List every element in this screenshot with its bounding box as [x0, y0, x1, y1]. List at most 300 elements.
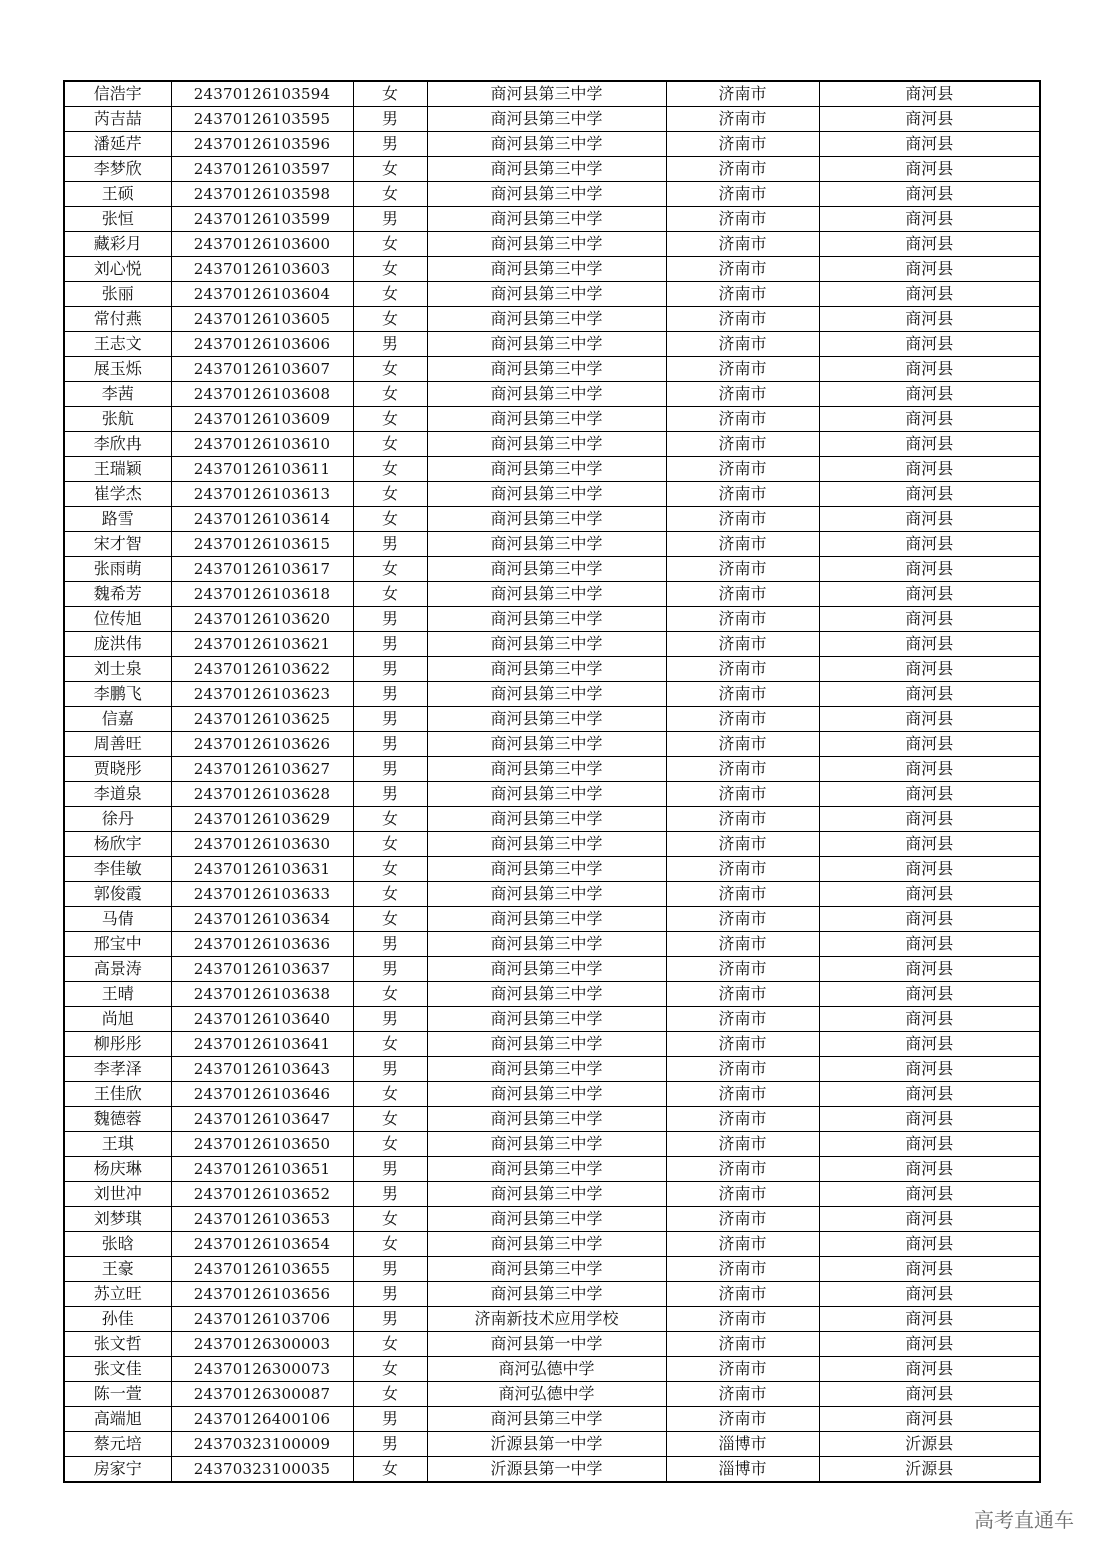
city-cell: 济南市 [666, 1057, 819, 1082]
table-row [64, 832, 1040, 857]
gender-cell: 女 [353, 1232, 427, 1257]
name-cell: 陈一萱 [64, 1382, 171, 1407]
exam-id-cell: 24370126103595 [171, 107, 353, 132]
gender-cell: 女 [353, 507, 427, 532]
name-cell: 王豪 [64, 1257, 171, 1282]
county-cell: 商河县 [819, 407, 1040, 432]
exam-id-cell: 24370126300073 [171, 1357, 353, 1382]
city-cell: 济南市 [666, 207, 819, 232]
name-cell: 杨欣宇 [64, 832, 171, 857]
gender-cell: 女 [353, 1332, 427, 1357]
table-row [64, 1282, 1040, 1307]
city-cell: 济南市 [666, 1382, 819, 1407]
name-cell: 魏德蓉 [64, 1107, 171, 1132]
name-cell: 苏立旺 [64, 1282, 171, 1307]
name-cell: 周善旺 [64, 732, 171, 757]
school-cell: 商河县第三中学 [427, 1082, 666, 1107]
table-row [64, 1432, 1040, 1457]
gender-cell: 男 [353, 757, 427, 782]
exam-id-cell: 24370126103617 [171, 557, 353, 582]
name-cell: 高景涛 [64, 957, 171, 982]
exam-id-cell: 24370126103656 [171, 1282, 353, 1307]
county-cell: 商河县 [819, 1257, 1040, 1282]
name-cell: 李欣冉 [64, 432, 171, 457]
city-cell: 济南市 [666, 807, 819, 832]
gender-cell: 女 [353, 482, 427, 507]
name-cell: 王晴 [64, 982, 171, 1007]
watermark-text: 高考直通车 [974, 1508, 1074, 1532]
school-cell: 商河县第三中学 [427, 1107, 666, 1132]
table-row [64, 807, 1040, 832]
gender-cell: 女 [353, 982, 427, 1007]
exam-id-cell: 24370126103611 [171, 457, 353, 482]
gender-cell: 女 [353, 157, 427, 182]
county-cell: 商河县 [819, 832, 1040, 857]
gender-cell: 男 [353, 532, 427, 557]
gender-cell: 女 [353, 182, 427, 207]
school-cell: 商河县第三中学 [427, 1407, 666, 1432]
city-cell: 济南市 [666, 1132, 819, 1157]
table-row [64, 1332, 1040, 1357]
county-cell: 沂源县 [819, 1432, 1040, 1457]
county-cell: 商河县 [819, 1407, 1040, 1432]
county-cell: 商河县 [819, 1207, 1040, 1232]
city-cell: 济南市 [666, 257, 819, 282]
school-cell: 沂源县第一中学 [427, 1457, 666, 1483]
exam-id-cell: 24370126103643 [171, 1057, 353, 1082]
exam-id-cell: 24370126103614 [171, 507, 353, 532]
gender-cell: 女 [353, 907, 427, 932]
gender-cell: 女 [353, 407, 427, 432]
school-cell: 商河县第三中学 [427, 932, 666, 957]
name-cell: 王志文 [64, 332, 171, 357]
table-row [64, 457, 1040, 482]
exam-id-cell: 24370126103597 [171, 157, 353, 182]
table-row [64, 132, 1040, 157]
county-cell: 商河县 [819, 81, 1040, 107]
table-row [64, 157, 1040, 182]
gender-cell: 女 [353, 257, 427, 282]
county-cell: 商河县 [819, 882, 1040, 907]
exam-id-cell: 24370126103608 [171, 382, 353, 407]
school-cell: 商河县第三中学 [427, 957, 666, 982]
name-cell: 藏彩月 [64, 232, 171, 257]
gender-cell: 男 [353, 1307, 427, 1332]
exam-id-cell: 24370126103647 [171, 1107, 353, 1132]
city-cell: 济南市 [666, 482, 819, 507]
county-cell: 商河县 [819, 382, 1040, 407]
name-cell: 芮吉喆 [64, 107, 171, 132]
city-cell: 济南市 [666, 907, 819, 932]
gender-cell: 男 [353, 1407, 427, 1432]
county-cell: 商河县 [819, 1332, 1040, 1357]
county-cell: 商河县 [819, 707, 1040, 732]
name-cell: 马倩 [64, 907, 171, 932]
gender-cell: 女 [353, 1107, 427, 1132]
gender-cell: 女 [353, 582, 427, 607]
gender-cell: 女 [353, 882, 427, 907]
county-cell: 商河县 [819, 282, 1040, 307]
exam-id-cell: 24370126103613 [171, 482, 353, 507]
gender-cell: 男 [353, 707, 427, 732]
gender-cell: 女 [353, 832, 427, 857]
county-cell: 商河县 [819, 557, 1040, 582]
table-row [64, 1457, 1040, 1483]
table-row [64, 607, 1040, 632]
name-cell: 王瑞颖 [64, 457, 171, 482]
city-cell: 济南市 [666, 557, 819, 582]
gender-cell: 女 [353, 357, 427, 382]
school-cell: 商河县第三中学 [427, 832, 666, 857]
gender-cell: 男 [353, 1157, 427, 1182]
gender-cell: 男 [353, 1282, 427, 1307]
city-cell: 济南市 [666, 1257, 819, 1282]
county-cell: 商河县 [819, 532, 1040, 557]
name-cell: 常付燕 [64, 307, 171, 332]
exam-id-cell: 24370126103623 [171, 682, 353, 707]
exam-id-cell: 24370126300003 [171, 1332, 353, 1357]
school-cell: 商河县第三中学 [427, 207, 666, 232]
name-cell: 尚旭 [64, 1007, 171, 1032]
gender-cell: 女 [353, 1132, 427, 1157]
city-cell: 济南市 [666, 1107, 819, 1132]
gender-cell: 男 [353, 632, 427, 657]
exam-id-cell: 24370126103637 [171, 957, 353, 982]
school-cell: 商河县第三中学 [427, 1282, 666, 1307]
school-cell: 商河县第三中学 [427, 407, 666, 432]
name-cell: 高端旭 [64, 1407, 171, 1432]
name-cell: 信浩宇 [64, 81, 171, 107]
school-cell: 商河县第三中学 [427, 257, 666, 282]
school-cell: 商河县第一中学 [427, 1332, 666, 1357]
name-cell: 崔学杰 [64, 482, 171, 507]
school-cell: 商河县第三中学 [427, 882, 666, 907]
school-cell: 商河县第三中学 [427, 982, 666, 1007]
name-cell: 徐丹 [64, 807, 171, 832]
table-row [64, 982, 1040, 1007]
name-cell: 刘世冲 [64, 1182, 171, 1207]
exam-id-cell: 24370126103638 [171, 982, 353, 1007]
county-cell: 商河县 [819, 682, 1040, 707]
county-cell: 商河县 [819, 607, 1040, 632]
county-cell: 商河县 [819, 507, 1040, 532]
school-cell: 商河县第三中学 [427, 507, 666, 532]
table-row [64, 257, 1040, 282]
gender-cell: 男 [353, 607, 427, 632]
table-row [64, 707, 1040, 732]
table-row [64, 932, 1040, 957]
exam-id-cell: 24370126400106 [171, 1407, 353, 1432]
exam-id-cell: 24370126103622 [171, 657, 353, 682]
table-row [64, 857, 1040, 882]
school-cell: 沂源县第一中学 [427, 1432, 666, 1457]
gender-cell: 女 [353, 232, 427, 257]
table-row [64, 332, 1040, 357]
table-row [64, 407, 1040, 432]
table-row [64, 1232, 1040, 1257]
exam-id-cell: 24370126103604 [171, 282, 353, 307]
city-cell: 济南市 [666, 457, 819, 482]
name-cell: 李茜 [64, 382, 171, 407]
gender-cell: 男 [353, 1257, 427, 1282]
name-cell: 郭俊霞 [64, 882, 171, 907]
name-cell: 庞洪伟 [64, 632, 171, 657]
school-cell: 商河县第三中学 [427, 1057, 666, 1082]
school-cell: 商河县第三中学 [427, 1132, 666, 1157]
name-cell: 柳彤彤 [64, 1032, 171, 1057]
table-row [64, 1407, 1040, 1432]
city-cell: 济南市 [666, 707, 819, 732]
city-cell: 济南市 [666, 182, 819, 207]
name-cell: 张恒 [64, 207, 171, 232]
gender-cell: 男 [353, 1007, 427, 1032]
table-row [64, 957, 1040, 982]
school-cell: 商河县第三中学 [427, 532, 666, 557]
county-cell: 商河县 [819, 982, 1040, 1007]
gender-cell: 女 [353, 382, 427, 407]
exam-id-cell: 24370126103621 [171, 632, 353, 657]
city-cell: 济南市 [666, 507, 819, 532]
name-cell: 王琪 [64, 1132, 171, 1157]
county-cell: 商河县 [819, 432, 1040, 457]
city-cell: 济南市 [666, 157, 819, 182]
gender-cell: 男 [353, 682, 427, 707]
name-cell: 魏希芳 [64, 582, 171, 607]
county-cell: 商河县 [819, 1132, 1040, 1157]
county-cell: 商河县 [819, 1157, 1040, 1182]
county-cell: 商河县 [819, 1282, 1040, 1307]
county-cell: 商河县 [819, 257, 1040, 282]
city-cell: 济南市 [666, 81, 819, 107]
exam-id-cell: 24370126103654 [171, 1232, 353, 1257]
gender-cell: 男 [353, 732, 427, 757]
gender-cell: 男 [353, 332, 427, 357]
name-cell: 贾晓彤 [64, 757, 171, 782]
city-cell: 济南市 [666, 857, 819, 882]
city-cell: 济南市 [666, 307, 819, 332]
exam-id-cell: 24370126103607 [171, 357, 353, 382]
name-cell: 张雨萌 [64, 557, 171, 582]
name-cell: 蔡元培 [64, 1432, 171, 1457]
gender-cell: 男 [353, 657, 427, 682]
gender-cell: 男 [353, 1057, 427, 1082]
county-cell: 商河县 [819, 1232, 1040, 1257]
exam-id-cell: 24370126103606 [171, 332, 353, 357]
name-cell: 张文哲 [64, 1332, 171, 1357]
name-cell: 潘延芹 [64, 132, 171, 157]
table-row [64, 182, 1040, 207]
county-cell: 商河县 [819, 1007, 1040, 1032]
school-cell: 商河弘德中学 [427, 1357, 666, 1382]
exam-id-cell: 24370126103653 [171, 1207, 353, 1232]
city-cell: 济南市 [666, 407, 819, 432]
city-cell: 济南市 [666, 107, 819, 132]
school-cell: 商河县第三中学 [427, 382, 666, 407]
school-cell: 商河县第三中学 [427, 857, 666, 882]
table-row [64, 582, 1040, 607]
city-cell: 济南市 [666, 882, 819, 907]
county-cell: 商河县 [819, 857, 1040, 882]
city-cell: 济南市 [666, 382, 819, 407]
gender-cell: 女 [353, 1207, 427, 1232]
name-cell: 信嘉 [64, 707, 171, 732]
table-row [64, 1207, 1040, 1232]
exam-id-cell: 24370126103636 [171, 932, 353, 957]
school-cell: 商河县第三中学 [427, 81, 666, 107]
city-cell: 济南市 [666, 1207, 819, 1232]
table-row [64, 1057, 1040, 1082]
county-cell: 商河县 [819, 1357, 1040, 1382]
table-row [64, 782, 1040, 807]
exam-id-cell: 24370126103634 [171, 907, 353, 932]
table-row [64, 432, 1040, 457]
city-cell: 济南市 [666, 732, 819, 757]
city-cell: 济南市 [666, 532, 819, 557]
city-cell: 济南市 [666, 632, 819, 657]
county-cell: 沂源县 [819, 1457, 1040, 1483]
exam-id-cell: 24370126103633 [171, 882, 353, 907]
gender-cell: 女 [353, 857, 427, 882]
table-row [64, 507, 1040, 532]
name-cell: 宋才智 [64, 532, 171, 557]
exam-id-cell: 24370126103652 [171, 1182, 353, 1207]
county-cell: 商河县 [819, 307, 1040, 332]
exam-id-cell: 24370126103628 [171, 782, 353, 807]
table-row [64, 357, 1040, 382]
county-cell: 商河县 [819, 807, 1040, 832]
county-cell: 商河县 [819, 1307, 1040, 1332]
table-row [64, 682, 1040, 707]
name-cell: 刘心悦 [64, 257, 171, 282]
county-cell: 商河县 [819, 482, 1040, 507]
school-cell: 商河弘德中学 [427, 1382, 666, 1407]
table-row [64, 1082, 1040, 1107]
school-cell: 商河县第三中学 [427, 557, 666, 582]
exam-id-cell: 24370126103627 [171, 757, 353, 782]
city-cell: 济南市 [666, 1157, 819, 1182]
county-cell: 商河县 [819, 232, 1040, 257]
exam-id-cell: 24370126103600 [171, 232, 353, 257]
city-cell: 淄博市 [666, 1457, 819, 1483]
school-cell: 商河县第三中学 [427, 657, 666, 682]
school-cell: 商河县第三中学 [427, 307, 666, 332]
exam-id-cell: 24370126103605 [171, 307, 353, 332]
gender-cell: 男 [353, 1182, 427, 1207]
exam-id-cell: 24370126103620 [171, 607, 353, 632]
county-cell: 商河县 [819, 1032, 1040, 1057]
name-cell: 王硕 [64, 182, 171, 207]
county-cell: 商河县 [819, 1057, 1040, 1082]
table-row [64, 1257, 1040, 1282]
city-cell: 济南市 [666, 1182, 819, 1207]
school-cell: 商河县第三中学 [427, 1207, 666, 1232]
school-cell: 济南新技术应用学校 [427, 1307, 666, 1332]
county-cell: 商河县 [819, 1182, 1040, 1207]
table-row [64, 307, 1040, 332]
county-cell: 商河县 [819, 907, 1040, 932]
table-row [64, 382, 1040, 407]
exam-id-cell: 24370126103650 [171, 1132, 353, 1157]
school-cell: 商河县第三中学 [427, 782, 666, 807]
exam-id-cell: 24370126103631 [171, 857, 353, 882]
city-cell: 济南市 [666, 1307, 819, 1332]
exam-id-cell: 24370126103646 [171, 1082, 353, 1107]
table-row [64, 557, 1040, 582]
exam-id-cell: 24370126103598 [171, 182, 353, 207]
school-cell: 商河县第三中学 [427, 907, 666, 932]
table-row [64, 532, 1040, 557]
gender-cell: 女 [353, 457, 427, 482]
table-row [64, 1007, 1040, 1032]
table-row [64, 482, 1040, 507]
city-cell: 淄博市 [666, 1432, 819, 1457]
county-cell: 商河县 [819, 657, 1040, 682]
county-cell: 商河县 [819, 957, 1040, 982]
gender-cell: 男 [353, 1432, 427, 1457]
gender-cell: 男 [353, 107, 427, 132]
table-row [64, 1382, 1040, 1407]
city-cell: 济南市 [666, 982, 819, 1007]
table-row [64, 1107, 1040, 1132]
city-cell: 济南市 [666, 682, 819, 707]
roster-body [64, 81, 1040, 1482]
city-cell: 济南市 [666, 232, 819, 257]
name-cell: 李道泉 [64, 782, 171, 807]
name-cell: 刘梦琪 [64, 1207, 171, 1232]
gender-cell: 女 [353, 1082, 427, 1107]
school-cell: 商河县第三中学 [427, 332, 666, 357]
city-cell: 济南市 [666, 132, 819, 157]
city-cell: 济南市 [666, 1082, 819, 1107]
school-cell: 商河县第三中学 [427, 1232, 666, 1257]
exam-id-cell: 24370126103640 [171, 1007, 353, 1032]
table-row [64, 732, 1040, 757]
table-row [64, 1157, 1040, 1182]
county-cell: 商河县 [819, 732, 1040, 757]
school-cell: 商河县第三中学 [427, 357, 666, 382]
table-row [64, 1132, 1040, 1157]
table-row [64, 1182, 1040, 1207]
table-row [64, 757, 1040, 782]
city-cell: 济南市 [666, 607, 819, 632]
school-cell: 商河县第三中学 [427, 482, 666, 507]
gender-cell: 女 [353, 1382, 427, 1407]
name-cell: 李佳敏 [64, 857, 171, 882]
county-cell: 商河县 [819, 182, 1040, 207]
county-cell: 商河县 [819, 582, 1040, 607]
gender-cell: 男 [353, 207, 427, 232]
school-cell: 商河县第三中学 [427, 282, 666, 307]
school-cell: 商河县第三中学 [427, 1182, 666, 1207]
name-cell: 张文佳 [64, 1357, 171, 1382]
gender-cell: 男 [353, 782, 427, 807]
exam-id-cell: 24370126103630 [171, 832, 353, 857]
school-cell: 商河县第三中学 [427, 132, 666, 157]
school-cell: 商河县第三中学 [427, 107, 666, 132]
school-cell: 商河县第三中学 [427, 707, 666, 732]
exam-id-cell: 24370126103618 [171, 582, 353, 607]
gender-cell: 女 [353, 282, 427, 307]
name-cell: 杨庆琳 [64, 1157, 171, 1182]
name-cell: 邢宝中 [64, 932, 171, 957]
name-cell: 刘士泉 [64, 657, 171, 682]
gender-cell: 男 [353, 957, 427, 982]
city-cell: 济南市 [666, 282, 819, 307]
city-cell: 济南市 [666, 657, 819, 682]
county-cell: 商河县 [819, 782, 1040, 807]
school-cell: 商河县第三中学 [427, 1007, 666, 1032]
school-cell: 商河县第三中学 [427, 607, 666, 632]
